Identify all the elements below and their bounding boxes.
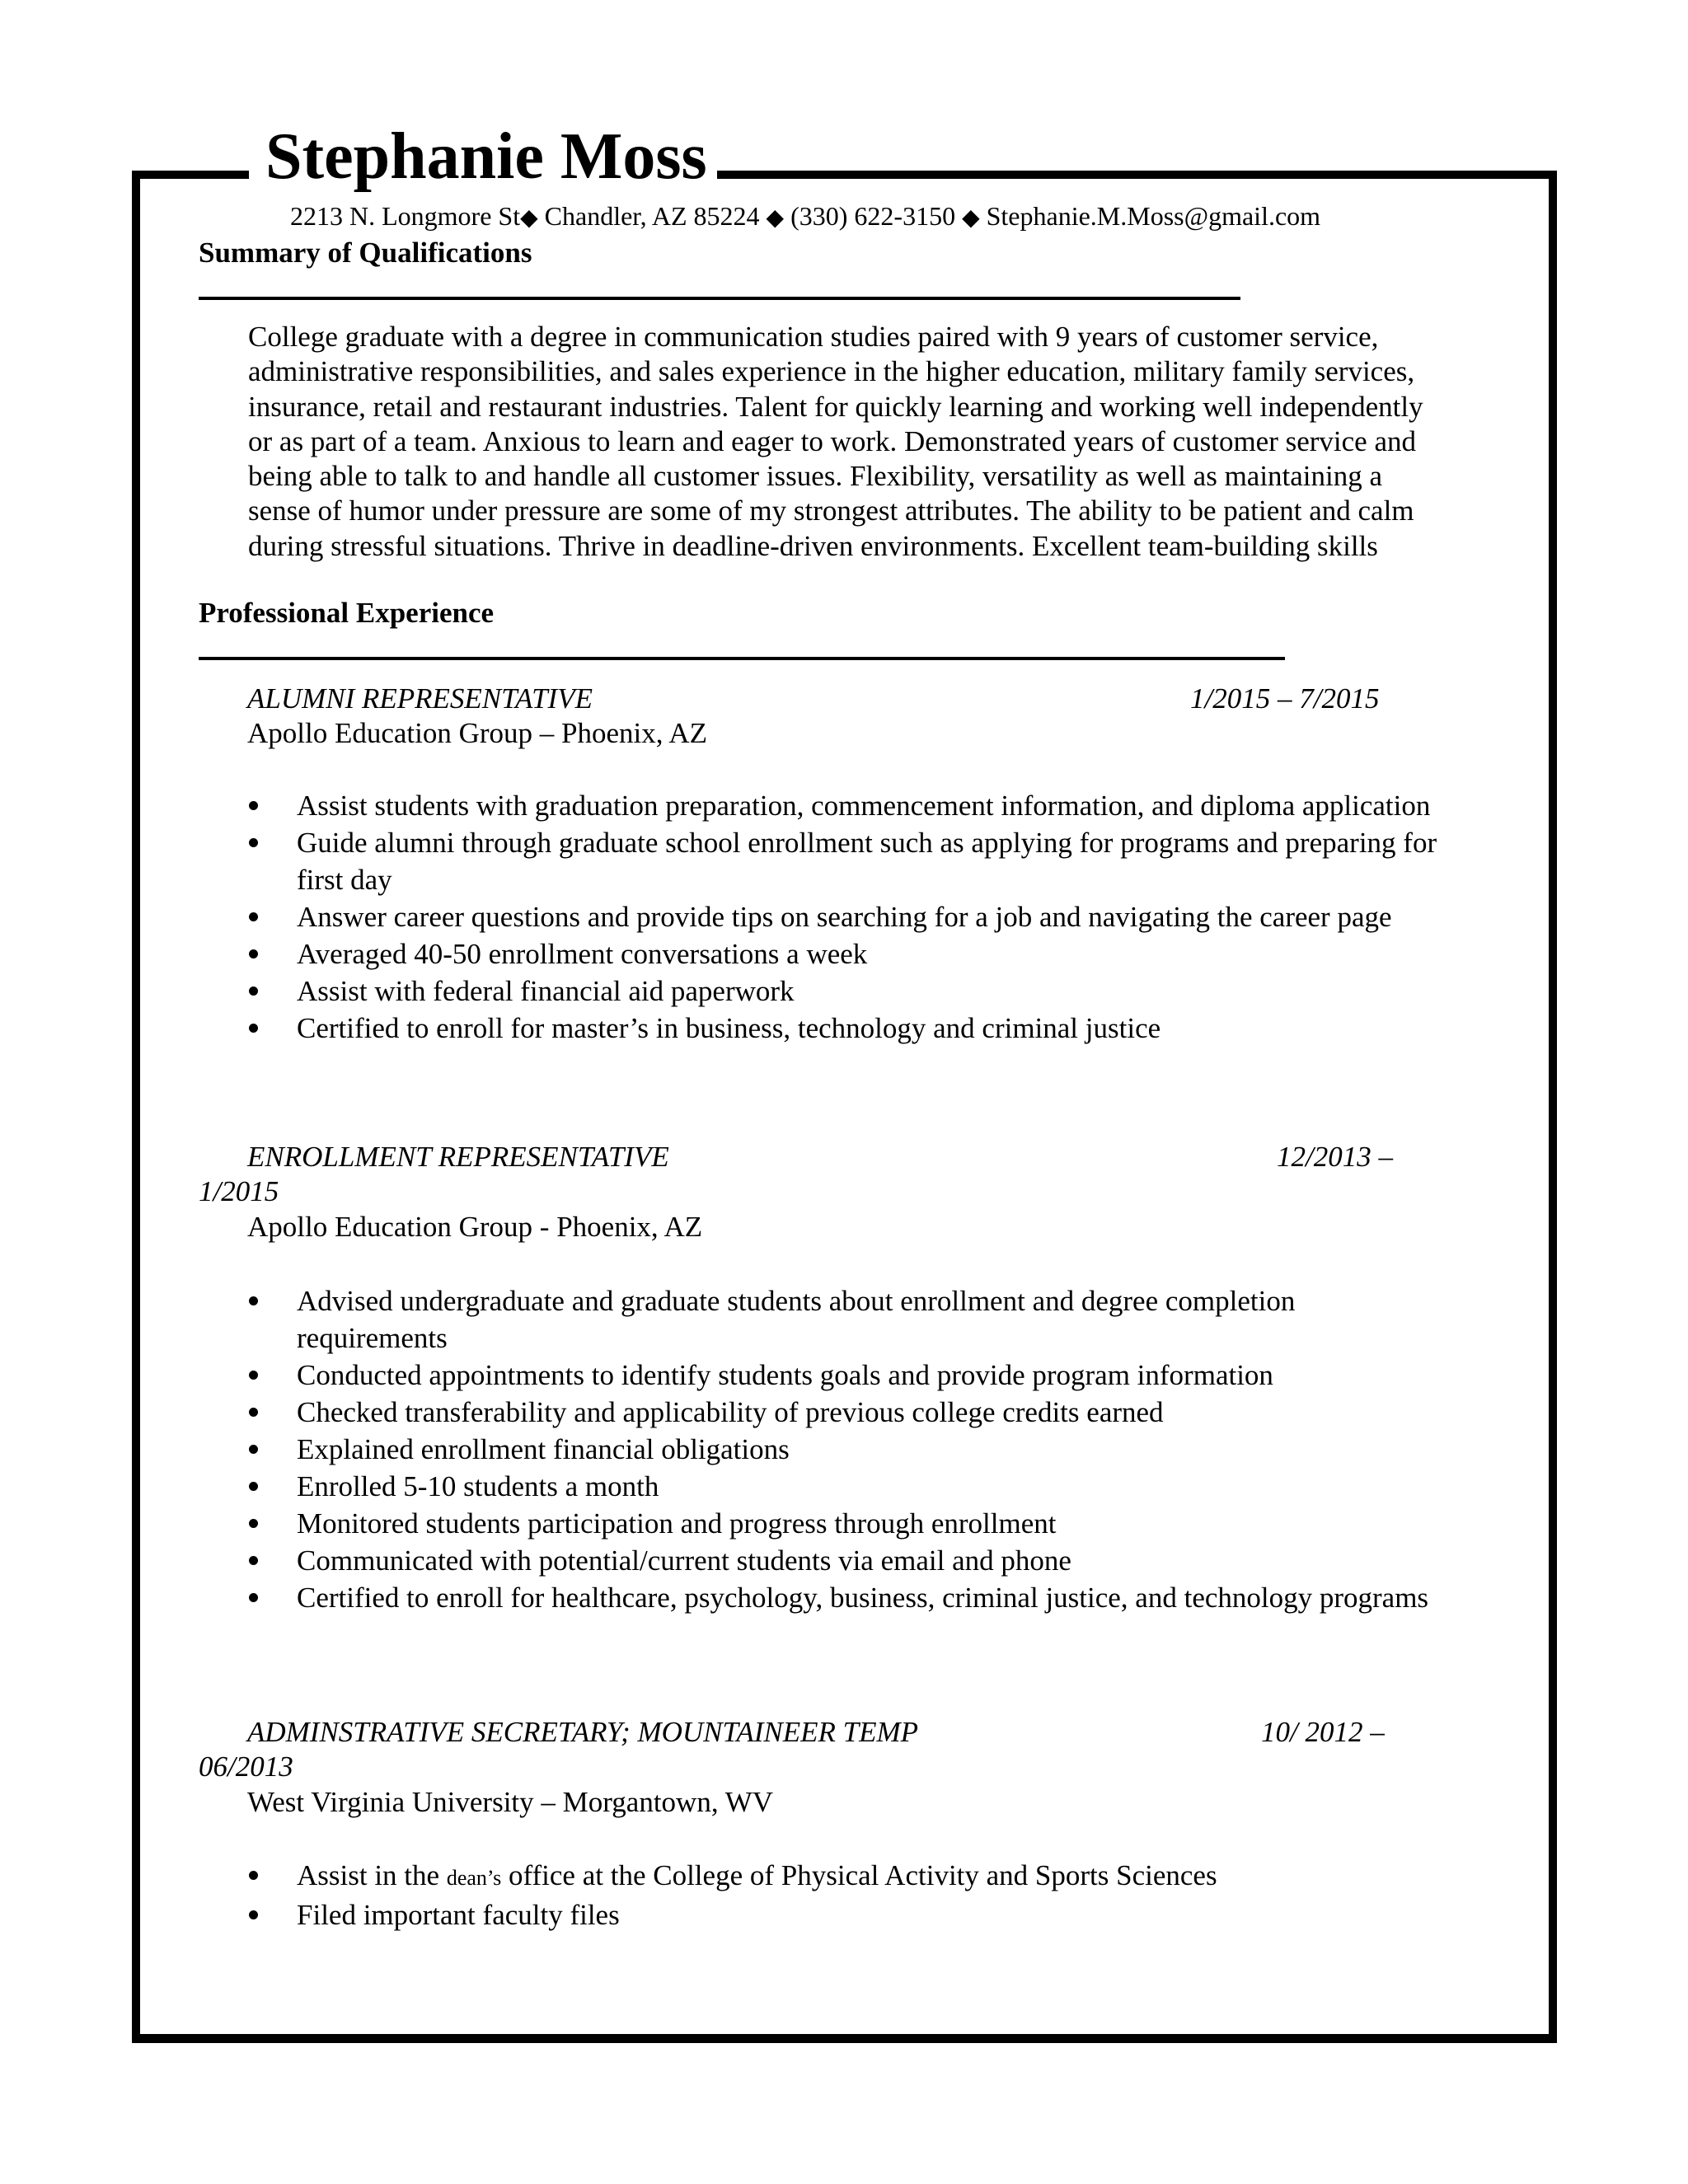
- separator-icon: ◆: [766, 205, 785, 231]
- separator-icon: ◆: [520, 205, 538, 231]
- summary-line: during stressful situations. Thrive in deadline-driven environments. Excellent team-building skills: [248, 529, 1378, 562]
- list-item: Filed important faculty files: [297, 1899, 620, 1931]
- job-dates: 1/2015 – 7/2015: [1190, 682, 1380, 715]
- job-title: ALUMNI REPRESENTATIVE: [247, 682, 593, 715]
- job-dates-continued: 1/2015: [199, 1175, 279, 1207]
- phone: (330) 622-3150: [790, 201, 956, 231]
- summary-line: administrative responsibilities, and sales experience in the higher education, military family services,: [248, 355, 1415, 388]
- separator-icon: ◆: [962, 205, 980, 231]
- frame-border-top-left: [132, 171, 249, 179]
- job-bullets: [247, 1282, 1517, 1616]
- summary-line: insurance, retail and restaurant industries. Talent for quickly learning and working well independently: [248, 390, 1423, 423]
- job-title: ENROLLMENT REPRESENTATIVE: [247, 1141, 669, 1173]
- list-item: Guide alumni through graduate school enrollment such as applying for programs and preparing for first day: [297, 827, 1437, 896]
- list-item: Communicated with potential/current students via email and phone: [297, 1544, 1071, 1577]
- list-item: Advised undergraduate and graduate students about enrollment and degree completion requirements: [297, 1285, 1296, 1354]
- contact-line: [290, 202, 1320, 232]
- experience-rule: [199, 657, 1285, 660]
- summary-line: sense of humor under pressure are some of my strongest attributes. The ability to be patient and calm: [248, 494, 1414, 527]
- list-item: Assist in the dean’s office at the College of Physical Activity and Sports Sciences: [297, 1859, 1217, 1891]
- list-item: Checked transferability and applicability of previous college credits earned: [297, 1396, 1164, 1428]
- job-dates-continued: 06/2013: [199, 1750, 293, 1783]
- list-item: Assist with federal financial aid paperwork: [297, 975, 795, 1007]
- summary-heading: Summary of Qualifications: [199, 237, 532, 269]
- list-item: Explained enrollment financial obligations: [297, 1433, 790, 1465]
- frame-border-left: [132, 171, 140, 2043]
- frame-border-top-right: [717, 171, 1556, 179]
- email: Stephanie.M.Moss@gmail.com: [986, 201, 1321, 231]
- experience-heading: Professional Experience: [199, 597, 495, 629]
- job-dates: 10/ 2012 –: [1261, 1716, 1385, 1748]
- frame-border-right: [1549, 171, 1557, 2043]
- list-item: Averaged 40-50 enrollment conversations a week: [297, 938, 868, 970]
- list-item: Monitored students participation and progress through enrollment: [297, 1507, 1057, 1540]
- job-employer: West Virginia University – Morgantown, WV: [247, 1786, 773, 1818]
- job-bullets: [247, 1857, 1517, 1933]
- job-employer: Apollo Education Group – Phoenix, AZ: [247, 717, 708, 749]
- list-item: Certified to enroll for master’s in business, technology and criminal justice: [297, 1012, 1161, 1044]
- job-title: ADMINSTRATIVE SECRETARY; MOUNTAINEER TEMP: [247, 1716, 919, 1748]
- list-item: Answer career questions and provide tips on searching for a job and navigating the career page: [297, 901, 1392, 933]
- frame-border-bottom: [132, 2034, 1557, 2043]
- applicant-name: Stephanie Moss: [265, 120, 707, 193]
- list-item: Assist students with graduation preparation, commencement information, and diploma application: [297, 790, 1431, 822]
- job-dates: 12/2013 –: [1277, 1141, 1393, 1173]
- address: 2213 N. Longmore St: [290, 201, 521, 231]
- summary-line: being able to talk to and handle all customer issues. Flexibility, versatility as well as maintaining a: [248, 460, 1383, 493]
- job-employer: Apollo Education Group - Phoenix, AZ: [247, 1211, 703, 1243]
- city: Chandler, AZ 85224: [544, 201, 760, 231]
- job-bullets: [247, 787, 1517, 1047]
- list-item: Enrolled 5-10 students a month: [297, 1470, 659, 1502]
- list-item: Certified to enroll for healthcare, psychology, business, criminal justice, and technology programs: [297, 1582, 1429, 1614]
- summary-line: College graduate with a degree in communication studies paired with 9 years of customer service,: [248, 321, 1379, 353]
- summary-line: or as part of a team. Anxious to learn and eager to work. Demonstrated years of customer service and: [248, 424, 1417, 457]
- summary-rule: [199, 297, 1240, 300]
- summary-text: [248, 320, 1517, 564]
- list-item: Conducted appointments to identify students goals and provide program information: [297, 1359, 1273, 1391]
